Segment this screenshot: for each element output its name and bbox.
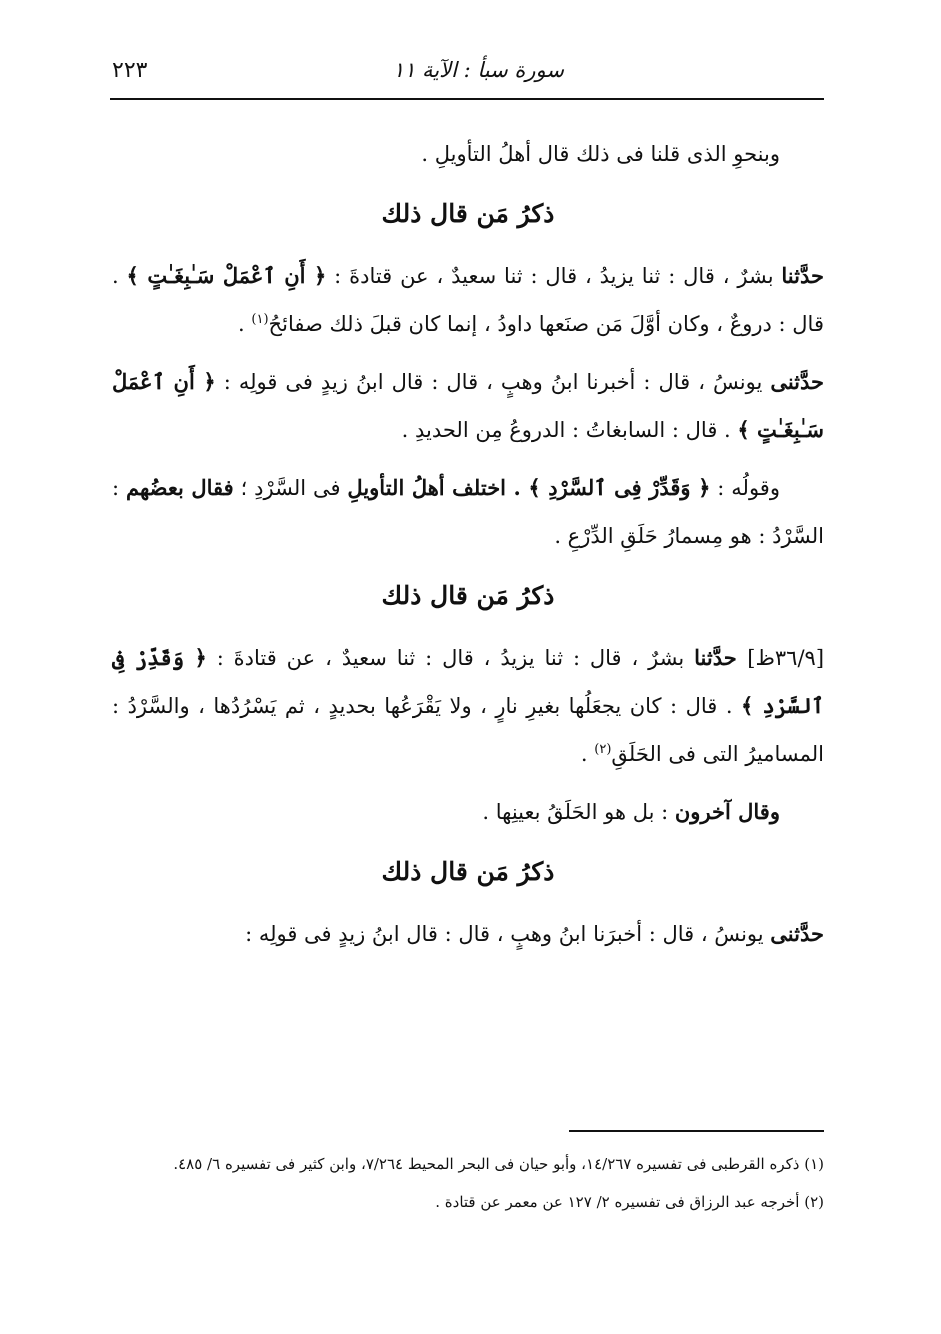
paragraph-text: بشرٌ ، قال : ثنا يزيدُ ، قال : ثنا سعيدٌ ، عن قتادةَ : — [326, 264, 782, 288]
page-number: ٢٢٣ — [112, 58, 148, 83]
paragraph-text: يونسُ ، قال : أخبرَنا ابنُ وهبٍ ، قال : قال ابنُ زيدٍ فى قولِه : — [245, 922, 771, 946]
narration-lead: حدَّثنا — [694, 645, 748, 670]
paragraph-hadith-1 — [112, 252, 824, 348]
bold-phrase: وقال آخرون — [674, 799, 780, 824]
paragraph-text: . قال : دروعٌ ، وكان أوَّلَ مَن صنَعها داودُ ، إنما كان قبلَ ذلك صفائحُ — [112, 264, 824, 336]
manuscript-marker: [٣٦/٩ظ] — [747, 646, 825, 670]
paragraph-text: . — [238, 312, 252, 336]
section-heading: ذكرُ مَن قال ذلك — [381, 857, 555, 886]
paragraph-text: . — [580, 742, 595, 766]
footnote-ref: (٢) — [594, 742, 612, 757]
footnote-rule — [569, 1130, 824, 1132]
paragraph-text: فى السَّرْدِ ؛ — [233, 476, 348, 500]
running-header — [112, 58, 824, 94]
paragraph-text: وقولُه : — [710, 476, 780, 500]
narration-lead: حدَّثنى — [770, 369, 825, 394]
paragraph-text: : السَّرْدُ : هو مِسمارُ حَلَقِ الدِّرْعِ . — [112, 476, 824, 548]
paragraph-text: . قال : السابغاتُ : الدروعُ مِن الحديدِ . — [401, 418, 738, 442]
footnote: (٢) أخرجه عبد الرزاق فى تفسيره ٢/ ١٢٧ عن معمر عن قتادة . — [435, 1193, 824, 1211]
quran-quote: ﴿ وَقَدِّرْ فِى ٱلسَّرْدِ ﴾ — [112, 645, 824, 718]
paragraph-commentary — [112, 464, 824, 560]
paragraph-text: : بل هو الحَلَقُ بعينِها . — [482, 800, 675, 824]
section-heading: ذكرُ مَن قال ذلك — [381, 581, 555, 610]
main-text — [112, 130, 824, 968]
quran-quote: ﴿ أَنِ ٱعْمَلْ سَـٰبِغَـٰتٍ ﴾ — [126, 263, 327, 288]
paragraph-hadith-3 — [112, 634, 824, 778]
header-rule — [110, 98, 824, 100]
bold-phrase: . اختلف أهلُ التأويلِ — [347, 475, 529, 500]
quran-quote: ﴿ وَقَدِّرْ فِى ٱلسَّرْدِ ﴾ — [528, 475, 711, 500]
paragraph-intro — [112, 130, 824, 178]
paragraph-text: وبنحوِ الذى قلنا فى ذلك قال أهلُ التأويلِ . — [421, 142, 780, 166]
paragraph-alternative-view — [112, 788, 824, 836]
quran-quote: ﴿ أَنِ ٱعْمَلْ سَـٰبِغَـٰتٍ ﴾ — [112, 369, 824, 442]
footnote-ref: (١) — [251, 312, 269, 327]
narration-lead: حدَّثنى — [770, 921, 824, 946]
paragraph-hadith-4 — [112, 910, 824, 958]
bold-phrase: فقال بعضُهم — [125, 475, 234, 500]
section-heading: ذكرُ مَن قال ذلك — [381, 199, 555, 228]
paragraph-text: بشرٌ ، قال : ثنا يزيدُ ، قال : ثنا سعيدٌ ، عن قتادةَ : — [206, 646, 695, 670]
running-title: سورة سبأ : الآية ١١ — [392, 58, 564, 82]
paragraph-text: يونسُ ، قال : أخبرنا ابنُ وهبٍ ، قال : قال ابنُ زيدٍ فى قولِه : — [215, 370, 771, 394]
footnote: (١) ذكره القرطبى فى تفسيره ١٤/٢٦٧، وأبو حيان فى البحر المحيط ٧/٢٦٤، وابن كثير فى تفسيره ٦/ ٤٨٥. — [173, 1155, 824, 1173]
paragraph-hadith-2 — [112, 358, 824, 454]
narration-lead: حدَّثنا — [781, 263, 824, 288]
paragraph-text: . قال : كان يجعَلُها بغيرِ نارٍ ، ولا يَقْرَعُها بحديدٍ ، ثم يَسْرُدُها ، والسَّرْدُ : المساميرُ التى فى الحَلَقِ — [112, 694, 824, 766]
footnotes — [112, 1148, 824, 1224]
